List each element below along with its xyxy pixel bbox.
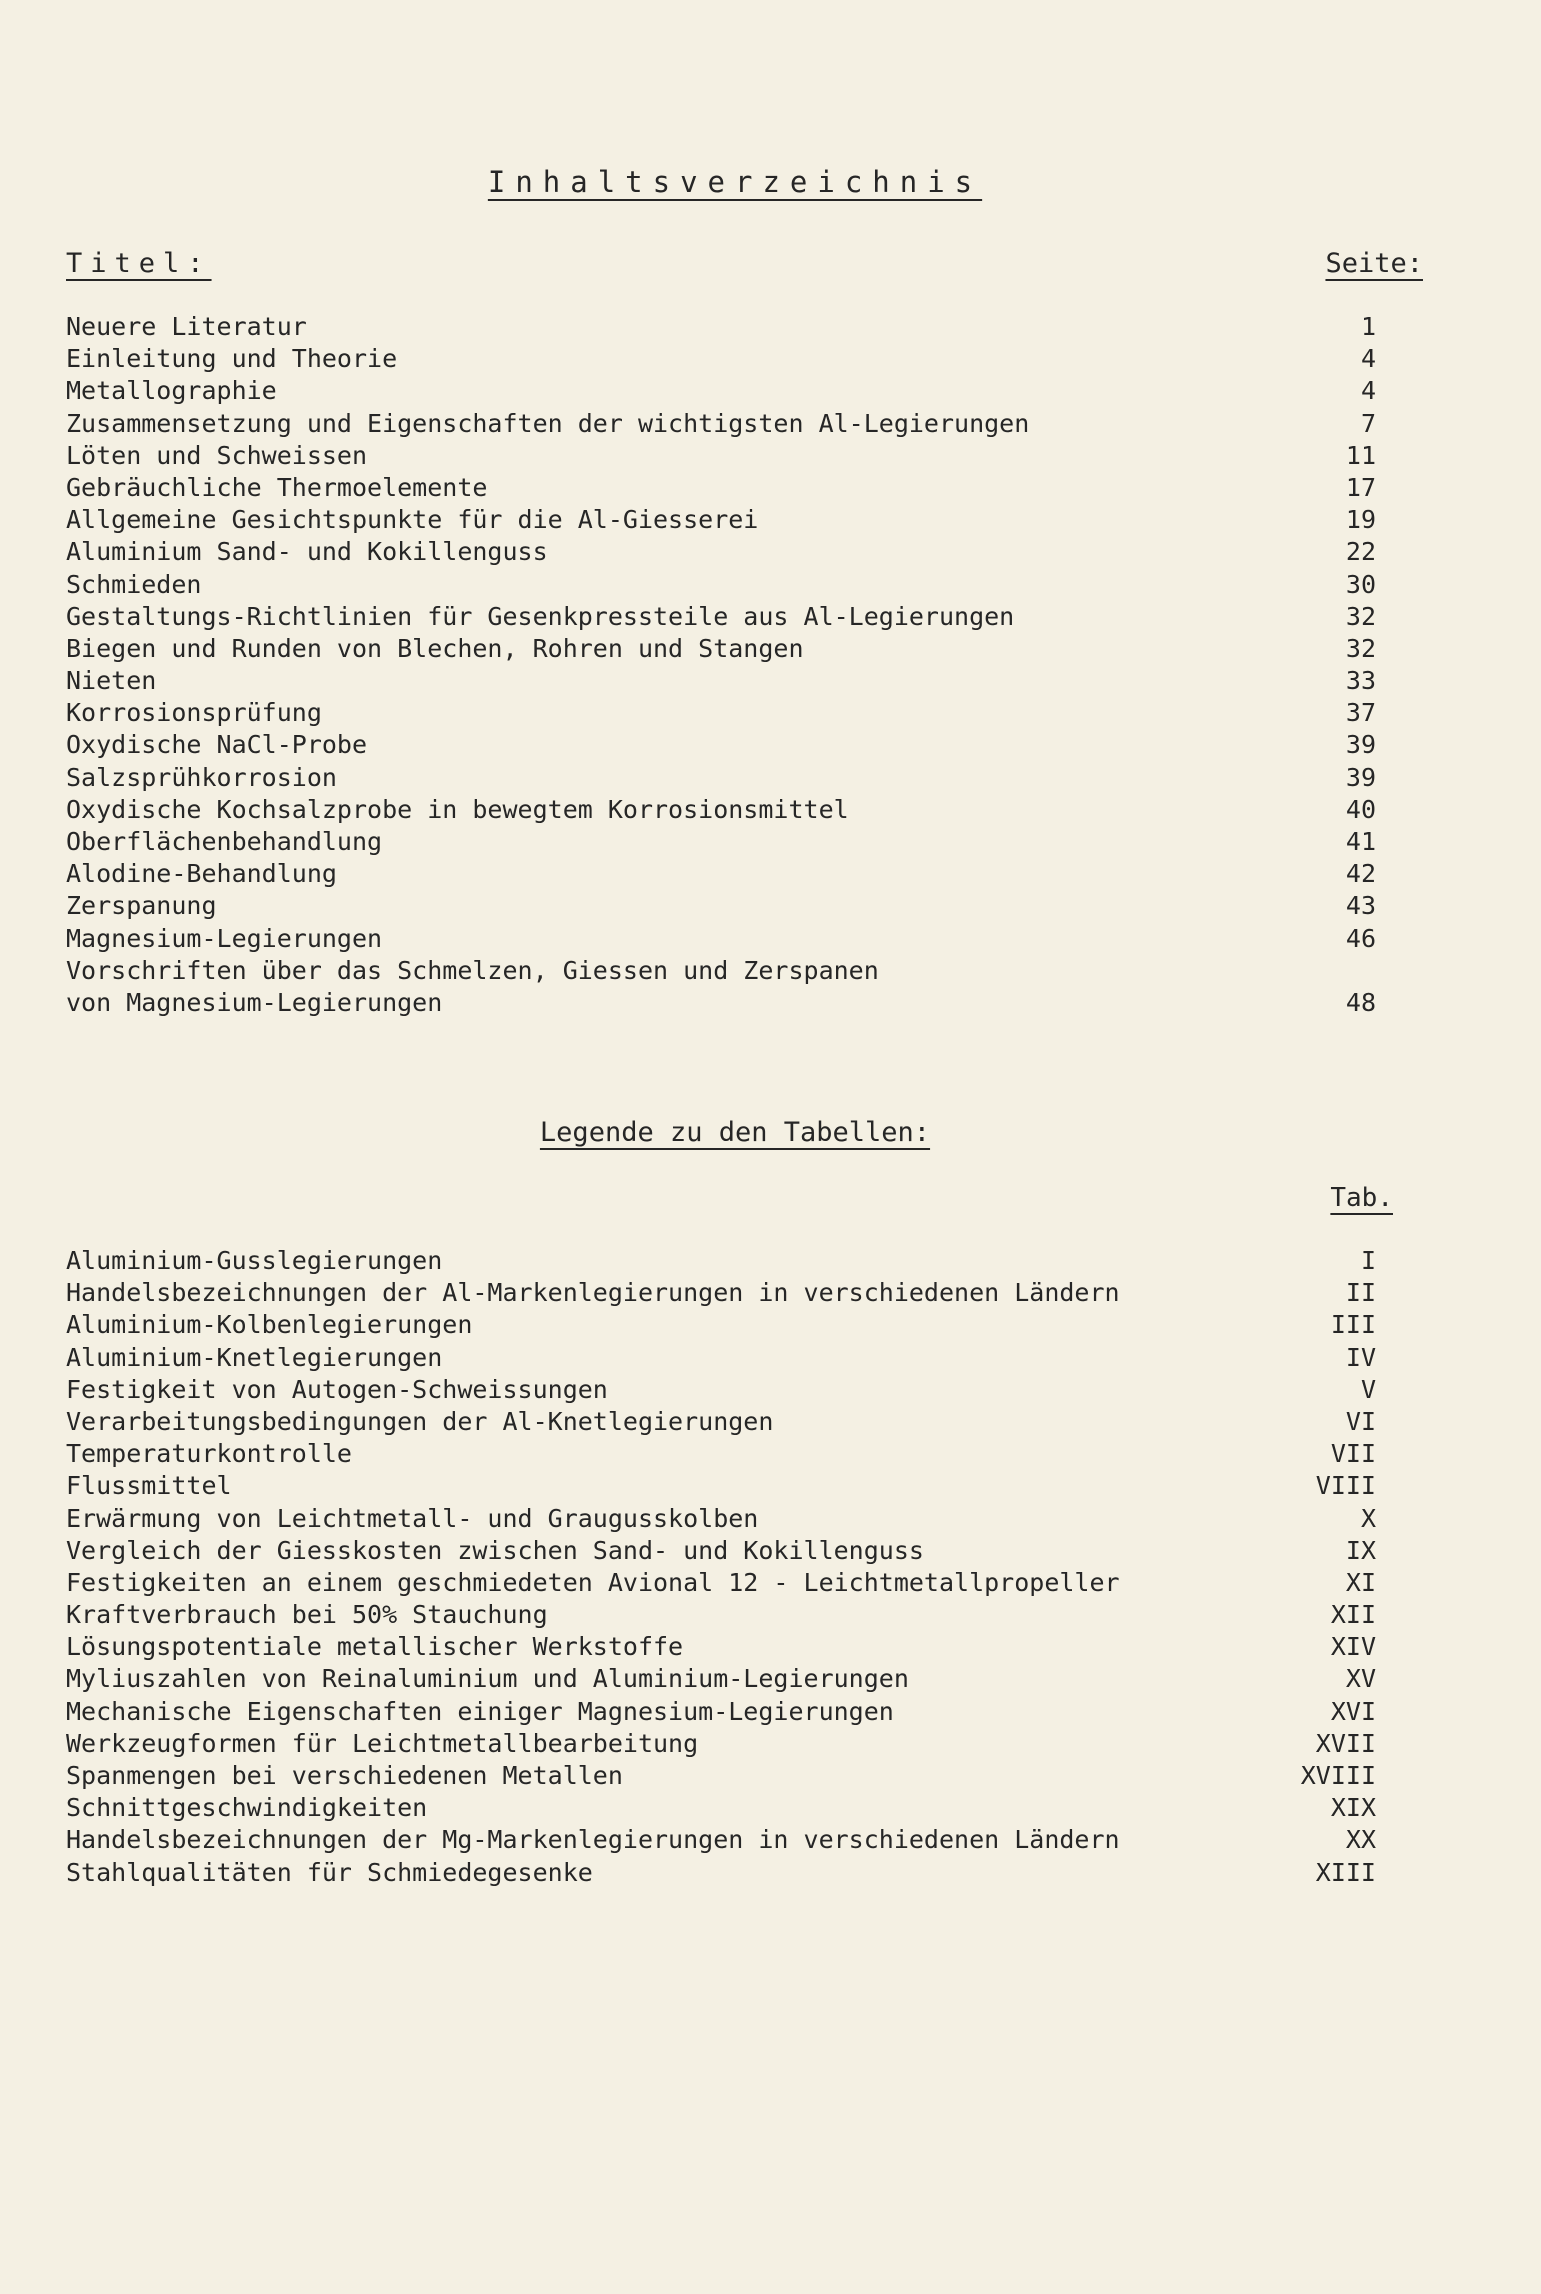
toc-entry: [66, 795, 1376, 827]
legend-entry: [66, 1407, 1376, 1439]
toc-entry-page: 4: [1360, 376, 1376, 406]
toc-entry-title: Zerspanung: [66, 891, 217, 921]
legend-entry: [66, 1343, 1376, 1375]
legend-entry-title: Flussmittel: [66, 1471, 232, 1501]
legend-entry-tab: XII: [1330, 1600, 1376, 1630]
legend-entry: [66, 1439, 1376, 1471]
legend-entry-tab: I: [1360, 1246, 1376, 1275]
legend-entry: [66, 1471, 1376, 1503]
toc-entry-title: Biegen und Runden von Blechen, Rohren und Stangen: [66, 633, 804, 663]
legend-entry-tab: IV: [1345, 1342, 1376, 1372]
toc-entry: [66, 570, 1376, 602]
legend-entry: [66, 1504, 1376, 1536]
legend-entry-title: Festigkeiten an einem geschmiedeten Avional 12 - Leichtmetallpropeller: [66, 1567, 1120, 1597]
toc-entry-title: Neuere Literatur: [66, 312, 307, 341]
legend-entry-title: Aluminium-Kolbenlegierungen: [66, 1310, 473, 1340]
toc-entry: [66, 409, 1376, 441]
toc-entry-title: Einleitung und Theorie: [66, 344, 398, 374]
toc-entry-title: Schmieden: [66, 569, 202, 599]
legend-entry: [66, 1600, 1376, 1632]
toc-entry-title: Allgemeine Gesichtspunkte für die Al-Giesserei: [66, 505, 759, 535]
toc-entry-title: Metallographie: [66, 376, 277, 406]
toc-entry: [66, 827, 1376, 859]
toc-entry: [66, 602, 1376, 634]
legend-entry: [66, 1278, 1376, 1310]
toc-entry-title: Korrosionsprüfung: [66, 698, 322, 728]
legend-entry: [66, 1697, 1376, 1729]
toc-entry: [66, 344, 1376, 376]
toc-entry: [66, 730, 1376, 762]
legend-entry: [66, 1568, 1376, 1600]
toc-entry-title: Löten und Schweissen: [66, 440, 368, 470]
legend-entry-tab: XIX: [1330, 1793, 1376, 1823]
toc-entry-page: 30: [1345, 569, 1376, 599]
toc-entry-title: Oberflächenbehandlung: [66, 827, 383, 856]
toc-entry-page: 33: [1345, 666, 1376, 696]
legend-entry: [66, 1793, 1376, 1825]
legend-entry-title: Festigkeit von Autogen-Schweissungen: [66, 1374, 608, 1404]
toc-entry: [66, 924, 1376, 956]
toc-entry-title: Vorschriften über das Schmelzen, Giessen und Zerspanen: [66, 955, 879, 985]
page-title: Inhaltsverzeichnis: [487, 165, 983, 199]
legend-entry-title: Werkzeugformen für Leichtmetallbearbeitung: [66, 1728, 699, 1758]
toc-entry-page: 32: [1345, 601, 1376, 631]
toc-entry-page: 4: [1360, 344, 1376, 374]
legend-entry-tab: XVIII: [1300, 1761, 1376, 1790]
legend-entry-tab: VIII: [1315, 1471, 1376, 1501]
legend-entry-title: Kraftverbrauch bei 50% Stauchung: [66, 1600, 548, 1630]
column-header-title: Titel:: [66, 248, 212, 279]
legend-entry-tab: V: [1360, 1374, 1376, 1404]
legend-entry: [66, 1246, 1376, 1278]
toc-entry: [66, 988, 1376, 1020]
toc-entry-page: 42: [1345, 859, 1376, 889]
legend-entry-title: Myliuszahlen von Reinaluminium und Aluminium-Legierungen: [66, 1664, 909, 1694]
toc-entry-page: 37: [1345, 698, 1376, 728]
column-header-tab: Tab.: [1330, 1183, 1393, 1213]
legend-entry-title: Aluminium-Gusslegierungen: [66, 1246, 443, 1275]
toc-entry: [66, 763, 1376, 795]
toc-entry-page: 32: [1345, 633, 1376, 663]
legend-entry: [66, 1825, 1376, 1857]
toc-entry-page: 1: [1360, 312, 1376, 341]
legend-entry-tab: VII: [1330, 1439, 1376, 1469]
toc-entry-page: 17: [1345, 472, 1376, 502]
toc-entry-page: 46: [1345, 923, 1376, 953]
legend-entry-title: Aluminium-Knetlegierungen: [66, 1342, 443, 1372]
toc-entry: [66, 441, 1376, 473]
toc-entry: [66, 698, 1376, 730]
toc-entry: [66, 537, 1376, 569]
toc-entry-page: 11: [1345, 440, 1376, 470]
column-header-page: Seite:: [1325, 248, 1423, 279]
legend-entry-tab: IX: [1345, 1535, 1376, 1565]
legend-entry: [66, 1310, 1376, 1342]
legend-entry: [66, 1632, 1376, 1664]
legend-entry-tab: XVI: [1330, 1696, 1376, 1726]
toc-entry-page: 39: [1345, 762, 1376, 792]
legend-entry: [66, 1536, 1376, 1568]
toc-entry-page: 22: [1345, 537, 1376, 567]
legend-entry-title: Vergleich der Giesskosten zwischen Sand- und Kokillenguss: [66, 1535, 924, 1565]
legend-entry: [66, 1375, 1376, 1407]
toc-entry-page: 41: [1345, 827, 1376, 856]
toc-entry-page: 19: [1345, 505, 1376, 535]
toc-entry: [66, 505, 1376, 537]
legend-entry: [66, 1664, 1376, 1696]
toc-entry: [66, 666, 1376, 698]
legend-entry-title: Handelsbezeichnungen der Al-Markenlegierungen in verschiedenen Ländern: [66, 1278, 1120, 1308]
toc-entry-title: von Magnesium-Legierungen: [66, 987, 443, 1017]
legend-entry-tab: X: [1360, 1503, 1376, 1533]
toc-entry-page: 7: [1360, 408, 1376, 438]
toc-entry-page: 40: [1345, 794, 1376, 824]
legend-entry-tab: VI: [1345, 1406, 1376, 1436]
toc-entry-title: Nieten: [66, 666, 157, 696]
toc-entry: [66, 634, 1376, 666]
toc-entry-title: Alodine-Behandlung: [66, 859, 337, 889]
legend-entry-title: Spanmengen bei verschiedenen Metallen: [66, 1761, 623, 1790]
legend-entry-tab: III: [1330, 1310, 1376, 1340]
legend-entry-title: Handelsbezeichnungen der Mg-Markenlegierungen in verschiedenen Ländern: [66, 1825, 1120, 1855]
toc-entry-title: Gebräuchliche Thermoelemente: [66, 472, 488, 502]
toc-entry: [66, 891, 1376, 923]
toc-entry-page: 39: [1345, 730, 1376, 760]
legend-entry-tab: XV: [1345, 1664, 1376, 1694]
toc-entry-title: Gestaltungs-Richtlinien für Gesenkpressteile aus Al-Legierungen: [66, 601, 1015, 631]
legend-entry-title: Stahlqualitäten für Schmiedegesenke: [66, 1857, 593, 1887]
toc-entry-title: Magnesium-Legierungen: [66, 923, 383, 953]
toc-entry: [66, 859, 1376, 891]
legend-entry-tab: XX: [1345, 1825, 1376, 1855]
legend-entry-tab: XVII: [1315, 1728, 1376, 1758]
legend-entry-title: Mechanische Eigenschaften einiger Magnesium-Legierungen: [66, 1696, 894, 1726]
legend-entry-tab: XIII: [1315, 1857, 1376, 1887]
toc-entry: [66, 473, 1376, 505]
legend-entry-title: Lösungspotentiale metallischer Werkstoffe: [66, 1632, 684, 1662]
toc-entry: [66, 376, 1376, 408]
toc-list: [66, 312, 1376, 1020]
legend-entry-title: Temperaturkontrolle: [66, 1439, 352, 1469]
legend-entry-title: Schnittgeschwindigkeiten: [66, 1793, 428, 1823]
toc-entry-title: Oxydische Kochsalzprobe in bewegtem Korrosionsmittel: [66, 794, 849, 824]
toc-entry-page: 48: [1345, 987, 1376, 1017]
toc-entry-title: Oxydische NaCl-Probe: [66, 730, 368, 760]
legend-entry-title: Verarbeitungsbedingungen der Al-Knetlegierungen: [66, 1406, 774, 1436]
legend-entry-tab: II: [1345, 1278, 1376, 1308]
toc-entry-page: 43: [1345, 891, 1376, 921]
toc-entry: [66, 312, 1376, 344]
legend-entry-tab: XIV: [1330, 1632, 1376, 1662]
legend-entry: [66, 1761, 1376, 1793]
legend-title: Legende zu den Tabellen:: [539, 1117, 931, 1148]
toc-entry-title: Aluminium Sand- und Kokillenguss: [66, 537, 548, 567]
legend-entry: [66, 1858, 1376, 1890]
legend-entry: [66, 1729, 1376, 1761]
table-legend-list: [66, 1246, 1376, 1890]
toc-entry-title: Zusammensetzung und Eigenschaften der wichtigsten Al-Legierungen: [66, 408, 1030, 438]
toc-entry-title: Salzsprühkorrosion: [66, 762, 337, 792]
legend-entry-tab: XI: [1345, 1567, 1376, 1597]
toc-entry: [66, 956, 1376, 988]
legend-entry-title: Erwärmung von Leichtmetall- und Graugusskolben: [66, 1503, 759, 1533]
